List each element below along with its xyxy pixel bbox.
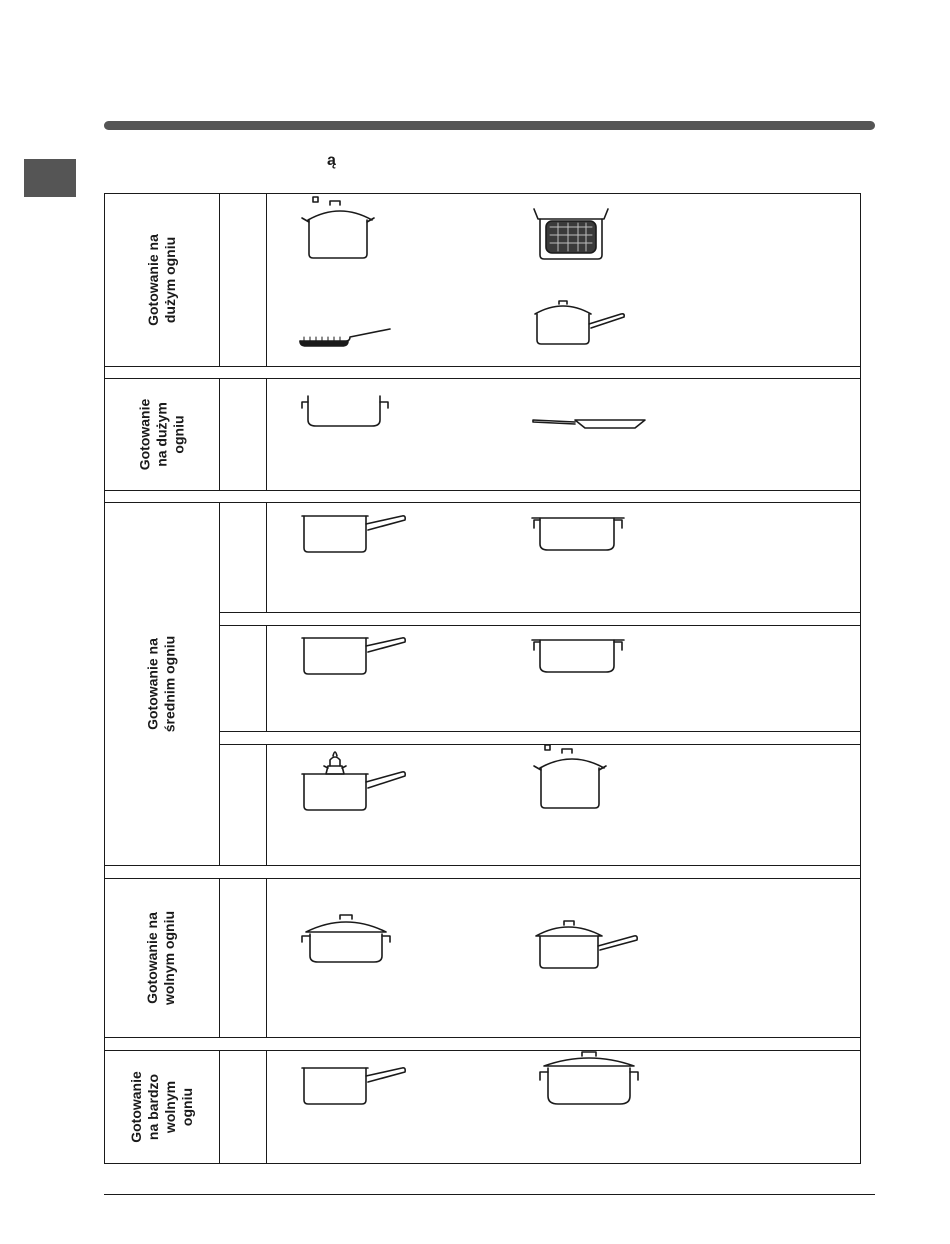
column-line: [219, 502, 220, 866]
row-separator: [104, 366, 861, 367]
row-label: Gotowanie na dużym ogniu: [144, 233, 178, 326]
wide-pot-with-lid-icon: [536, 1048, 642, 1108]
row-separator: [104, 490, 861, 491]
column-line: [266, 625, 267, 732]
casserole-icon: [530, 638, 626, 676]
column-line: [266, 502, 267, 613]
bottom-rule: [104, 1194, 875, 1195]
saucepan-with-lid-icon: [534, 918, 642, 972]
subrow-separator: [220, 612, 861, 613]
espresso-maker-icon: [300, 746, 408, 812]
frying-pan-icon: [531, 414, 649, 432]
language-tab: [24, 159, 76, 197]
column-line: [266, 1050, 267, 1164]
row-label: Gotowanie na dużym ogniu: [136, 398, 186, 470]
row-separator: [104, 1037, 861, 1038]
column-line: [266, 744, 267, 866]
stockpot-with-lid-icon: [300, 196, 380, 262]
column-line: [266, 878, 267, 1038]
row-label: Gotowanie na wolnym ogniu: [144, 910, 178, 1005]
grill-pan-icon: [298, 325, 393, 349]
casserole-with-lid-icon: [298, 912, 394, 966]
column-line: [219, 193, 220, 367]
top-rule: [104, 121, 875, 130]
casserole-icon: [530, 516, 626, 554]
row-label: Gotowanie na średnim ogniu: [144, 635, 178, 732]
saucepan-with-lid-icon: [533, 298, 627, 348]
column-line: [266, 378, 267, 491]
subrow-separator: [220, 625, 861, 626]
saucepan-icon: [300, 634, 408, 676]
column-line: [219, 378, 220, 491]
heading-text: ą: [327, 152, 336, 169]
frying-basket-icon: [532, 205, 610, 263]
saucepan-icon: [300, 1064, 408, 1106]
row-separator: [104, 865, 861, 866]
saucepan-icon: [300, 512, 408, 554]
subrow-separator: [220, 731, 861, 732]
stockpot-with-lid-icon: [532, 744, 612, 812]
column-line: [219, 1050, 220, 1164]
column-line: [219, 878, 220, 1038]
casserole-icon: [300, 394, 392, 430]
row-label: Gotowanie na bardzo wolnym ogniu: [127, 1071, 195, 1143]
column-line: [266, 193, 267, 367]
